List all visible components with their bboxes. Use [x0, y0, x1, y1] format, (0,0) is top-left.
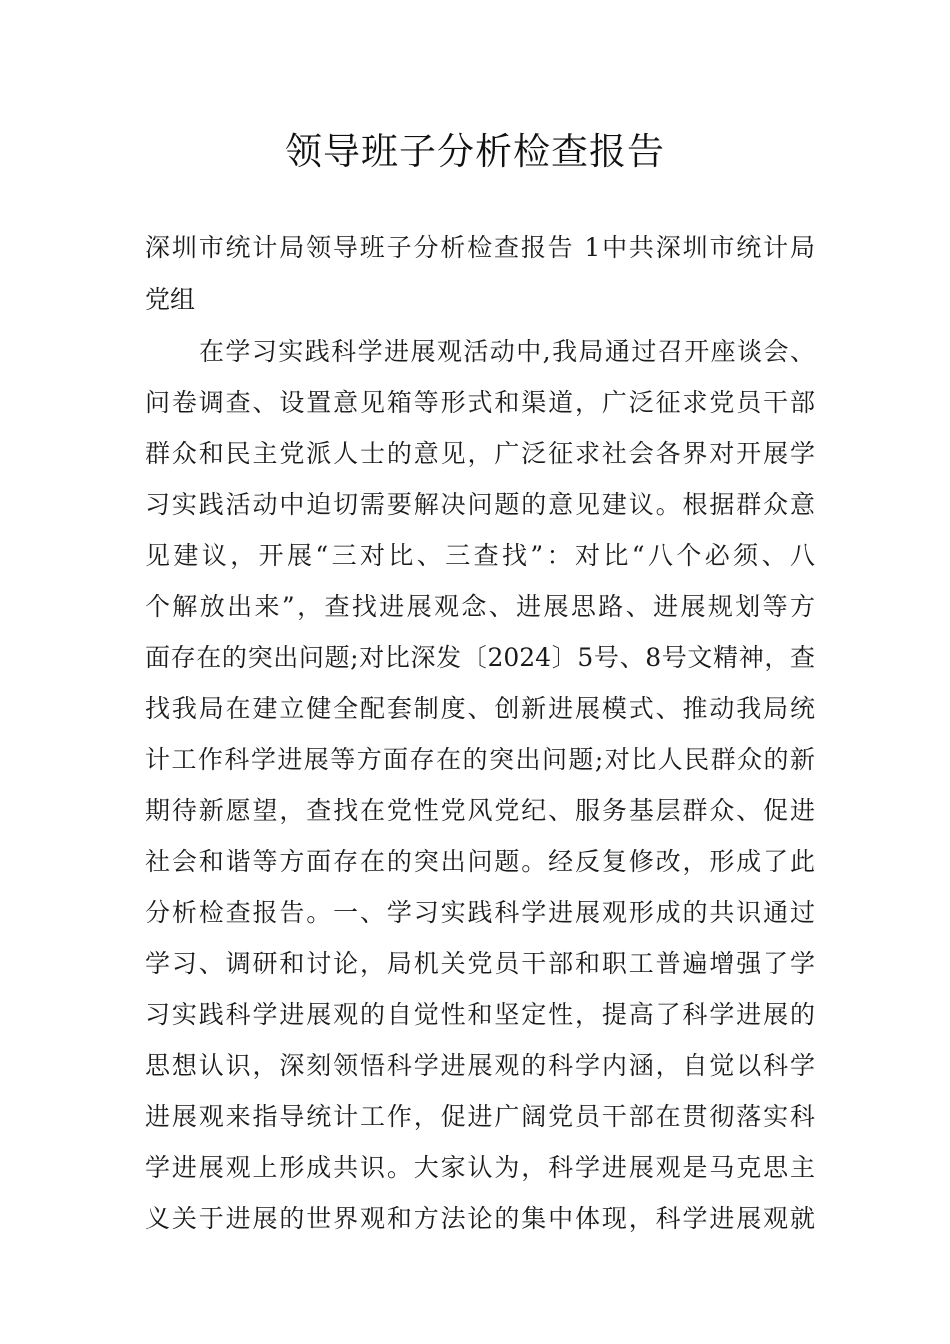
text-line: 学进展观上形成共识。大家认为，科学进展观是马克思主 [145, 1153, 815, 1182]
text-line: 义关于进展的世界观和方法论的集中体现，科学进展观就 [145, 1204, 815, 1233]
text-line: 社会和谐等方面存在的突出问题。经反复修改，形成了此 [145, 847, 815, 876]
text-line: 见建议，开展“三对比、三查找”：对比“八个必须、八 [145, 541, 815, 570]
text-line: 期待新愿望，查找在党性党风党纪、服务基层群众、促进 [145, 796, 815, 825]
text-line: 党组 [145, 285, 196, 314]
text-line: 习实践科学进展观的自觉性和坚定性，提高了科学进展的 [145, 1000, 815, 1029]
text-line: 学习、调研和讨论，局机关党员干部和职工普遍增强了学 [145, 949, 815, 978]
text-line: 在学习实践科学进展观活动中,我局通过召开座谈会、 [199, 337, 815, 366]
text-line: 面存在的突出问题;对比深发〔2024〕5号、8号文精神，查 [145, 643, 815, 672]
text-line: 问卷调查、设置意见箱等形式和渠道，广泛征求党员干部 [145, 388, 815, 417]
text-line: 计工作科学进展等方面存在的突出问题;对比人民群众的新 [145, 745, 815, 774]
text-line: 找我局在建立健全配套制度、创新进展模式、推动我局统 [145, 694, 815, 723]
text-line: 深圳市统计局领导班子分析检查报告 1中共深圳市统计局 [145, 233, 815, 262]
text-line: 分析检查报告。一、学习实践科学进展观形成的共识通过 [145, 898, 815, 927]
document-title: 领导班子分析检查报告 [285, 130, 665, 173]
text-line: 个解放出来”，查找进展观念、进展思路、进展规划等方 [145, 592, 815, 621]
text-line: 习实践活动中迫切需要解决问题的意见建议。根据群众意 [145, 490, 815, 519]
text-line: 进展观来指导统计工作，促进广阔党员干部在贯彻落实科 [145, 1102, 815, 1131]
text-line: 群众和民主党派人士的意见，广泛征求社会各界对开展学 [145, 439, 815, 468]
text-line: 思想认识，深刻领悟科学进展观的科学内涵，自觉以科学 [145, 1051, 815, 1080]
